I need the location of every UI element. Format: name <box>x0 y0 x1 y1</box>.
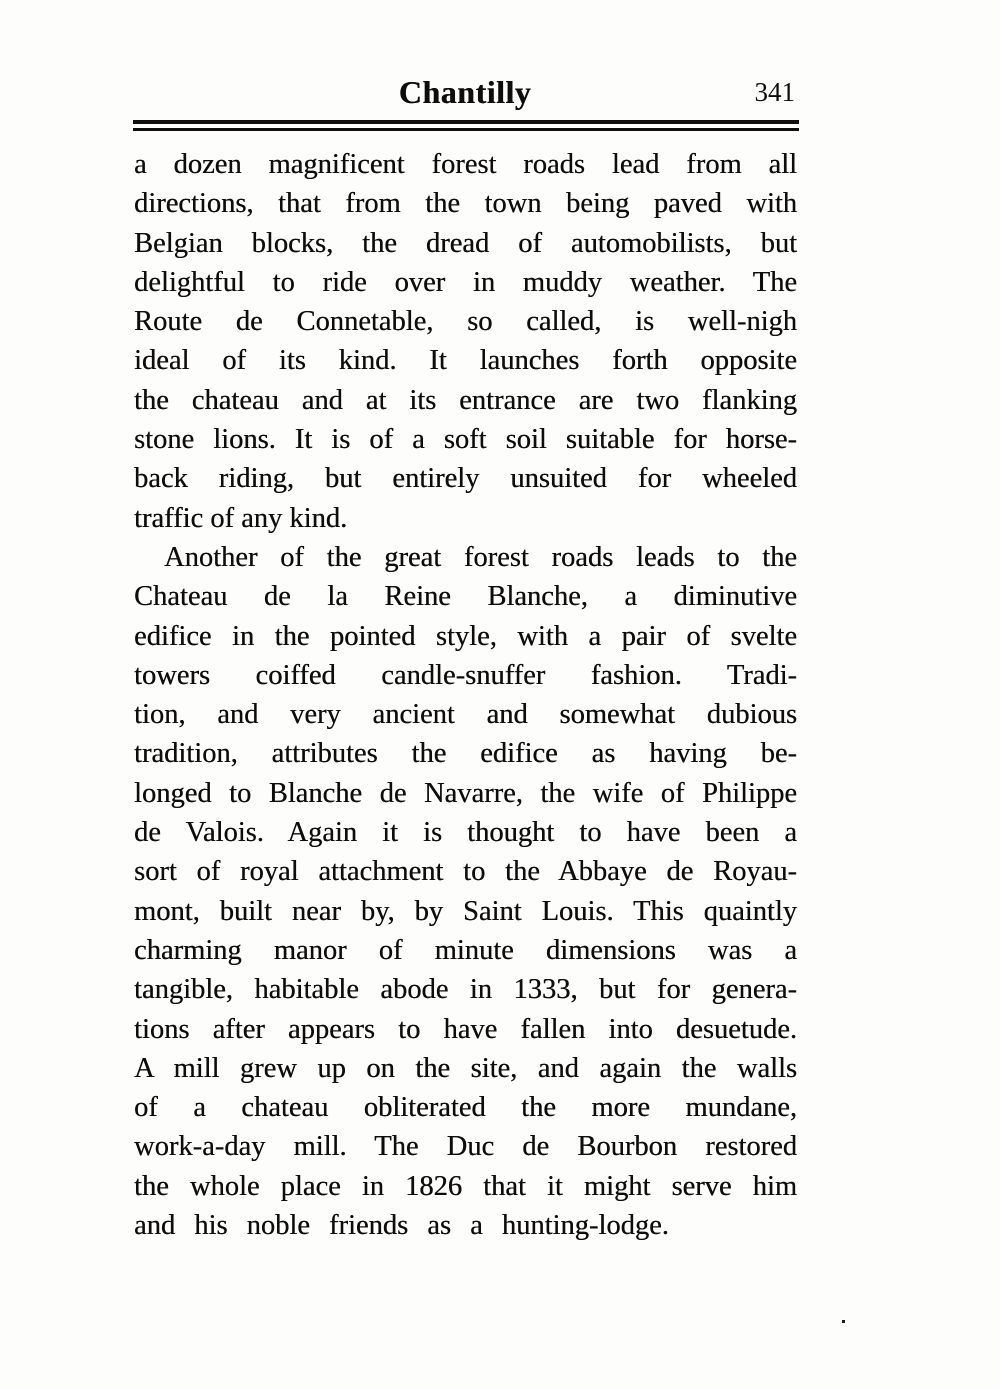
text-line: tangible, habitable abode in 1333, but for genera- <box>134 974 797 1006</box>
page-header-title: Chantilly <box>398 74 532 110</box>
text-line: de Valois. Again it is thought to have been a <box>134 817 797 849</box>
text-line: traffic of any kind. <box>134 502 348 534</box>
text-line: directions, that from the town being paved with <box>134 188 797 220</box>
text-line: towers coiffed candle-snuffer fashion. Tradi- <box>134 659 797 691</box>
text-line: the chateau and at its entrance are two flanking <box>134 384 797 416</box>
text-line: Route de Connetable, so called, is well-nigh <box>134 306 797 338</box>
text-line: back riding, but entirely unsuited for wheeled <box>134 463 797 495</box>
text-line: mont, built near by, by Saint Louis. This quaintly <box>134 895 797 927</box>
text-line: of a chateau obliterated the more mundane, <box>134 1092 797 1124</box>
text-line: tradition, attributes the edifice as having be- <box>134 738 797 770</box>
double-rule <box>133 120 799 131</box>
text-line: Another of the great forest roads leads to the <box>164 541 797 573</box>
text-line: work-a-day mill. The Duc de Bourbon restored <box>134 1131 797 1163</box>
text-line: tion, and very ancient and somewhat dubious <box>134 699 797 731</box>
text-line: charming manor of minute dimensions was a <box>134 934 797 966</box>
text-line: delightful to ride over in muddy weather. The <box>134 266 797 298</box>
page-number: 341 <box>754 77 795 107</box>
body-text <box>134 145 797 1245</box>
text-line: Belgian blocks, the dread of automobilists, but <box>134 227 797 259</box>
text-line: tions after appears to have fallen into desuetude. <box>134 1013 797 1045</box>
rule-bottom-bar <box>133 128 799 131</box>
text-line: ideal of its kind. It launches forth opposite <box>134 345 797 377</box>
text-line: longed to Blanche de Navarre, the wife of Philippe <box>134 777 797 809</box>
text-line: A mill grew up on the site, and again the walls <box>134 1052 797 1084</box>
text-line: edifice in the pointed style, with a pair of svelte <box>134 620 797 652</box>
text-line: stone lions. It is of a soft soil suitable for horse- <box>134 424 797 456</box>
text-line: sort of royal attachment to the Abbaye de Royau- <box>134 856 797 888</box>
text-line: Chateau de la Reine Blanche, a diminutive <box>134 581 797 613</box>
scan-speck <box>842 1320 845 1323</box>
rule-top-bar <box>133 120 799 124</box>
text-line: the whole place in 1826 that it might serve him <box>134 1170 797 1202</box>
text-line: and his noble friends as a hunting-lodge. <box>134 1210 669 1242</box>
text-line: a dozen magnificent forest roads lead from all <box>134 149 797 180</box>
running-head <box>133 74 797 116</box>
